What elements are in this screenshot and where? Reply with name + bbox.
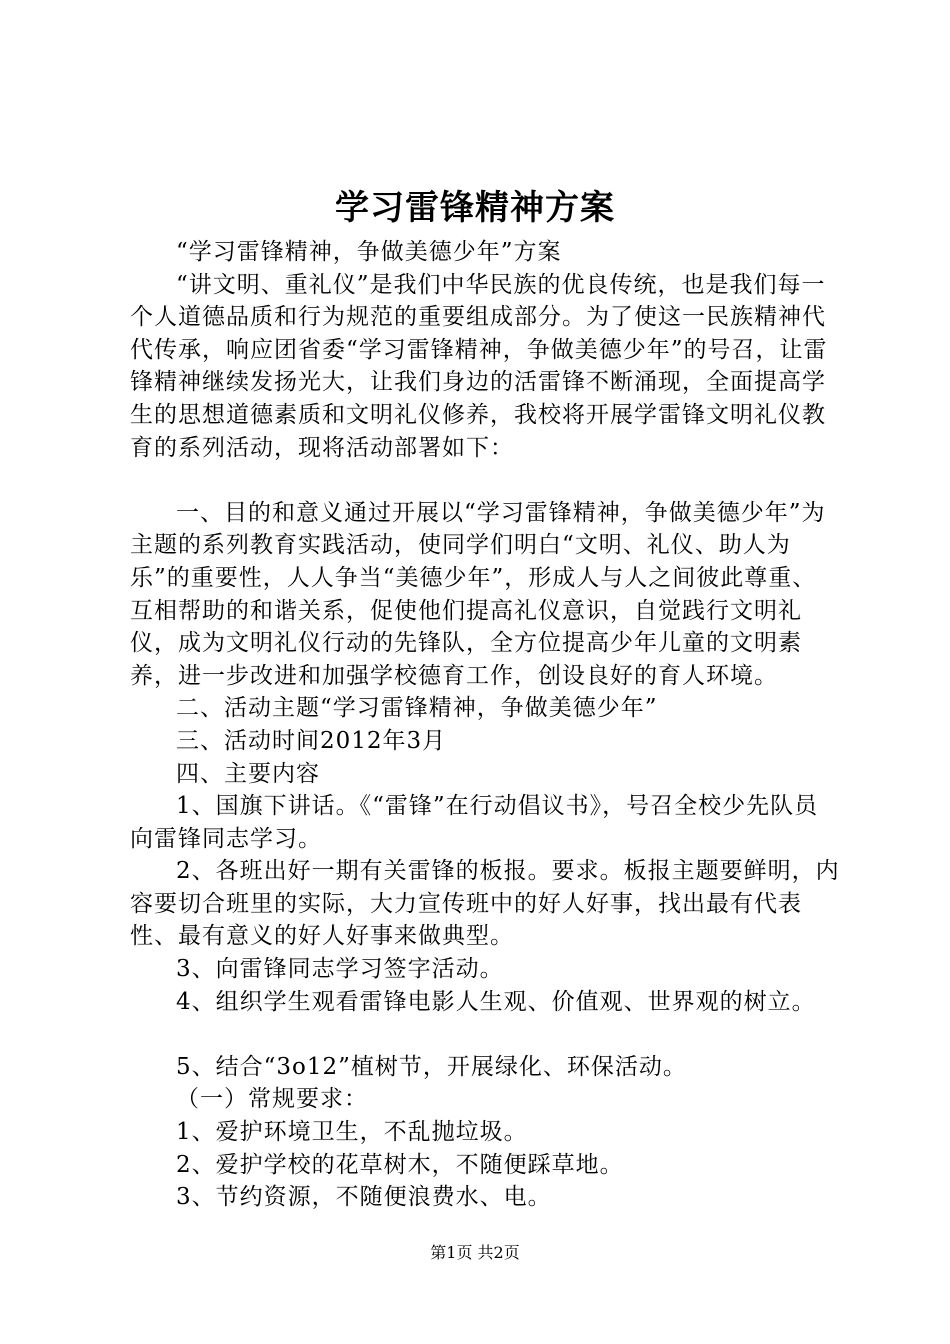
paragraph-time: 三、活动时间2012年3月 bbox=[176, 727, 447, 754]
list-item: 3、节约资源，不随便浪费水、电。 bbox=[176, 1184, 552, 1211]
paragraph-theme: 二、活动主题“学习雷锋精神，争做美德少年” bbox=[176, 695, 658, 722]
document-title: 学习雷锋精神方案 bbox=[335, 188, 615, 228]
list-item: 5、结合“3o12”植树节，开展绿化、环保活动。 bbox=[176, 1053, 687, 1080]
paragraph-heading: “学习雷锋精神，争做美德少年”方案 bbox=[176, 239, 562, 265]
document-body bbox=[130, 236, 840, 1214]
page-footer: 第1页 共2页 bbox=[430, 1243, 520, 1262]
subsection-heading: （一）常规要求： bbox=[176, 1086, 368, 1113]
list-item: 1、爱护环境卫生，不乱抛垃圾。 bbox=[176, 1119, 528, 1146]
list-item: 2、各班出好一期有关雷锋的板报。要求。板报主题要鲜明，内容要切合班里的实际，大力宣传班中的好人好事，找出最有代表性、最有意义的好人好事来做典型。 bbox=[130, 858, 840, 950]
list-item: 3、向雷锋同志学习签字活动。 bbox=[176, 956, 504, 983]
paragraph-content-heading: 四、主要内容 bbox=[176, 760, 320, 787]
list-item: 2、爱护学校的花草树木，不随便踩草地。 bbox=[176, 1151, 624, 1178]
list-item: 4、组织学生观看雷锋电影人生观、价值观、世界观的树立。 bbox=[176, 988, 816, 1015]
paragraph-intro: “讲文明、重礼仪”是我们中华民族的优良传统，也是我们每一个人道德品质和行为规范的重要组成部分。为了使这一民族精神代代传承，响应团省委“学习雷锋精神，争做美德少年”的号召，让雷锋精神继续发扬光大，让我们身边的活雷锋不断涌现，全面提高学生的思想道德素质和文明礼仪修养，我校将开展学雷锋文明礼仪教育的系列活动，现将活动部署如下： bbox=[130, 271, 828, 461]
paragraph-purpose: 一、目的和意义通过开展以“学习雷锋精神，争做美德少年”为主题的系列教育实践活动，使同学们明白“文明、礼仪、助人为乐”的重要性，人人争当“美德少年”，形成人与人之间彼此尊重、互相帮助的和谐关系，促使他们提高礼仪意识，自觉践行文明礼仪，成为文明礼仪行动的先锋队，全方位提高少年儿童的文明素养，进一步改进和加强学校德育工作，创设良好的育人环境。 bbox=[130, 499, 826, 689]
list-item: 1、国旗下讲话。《“雷锋”在行动倡议书》，号召全校少先队员向雷锋同志学习。 bbox=[130, 793, 819, 852]
